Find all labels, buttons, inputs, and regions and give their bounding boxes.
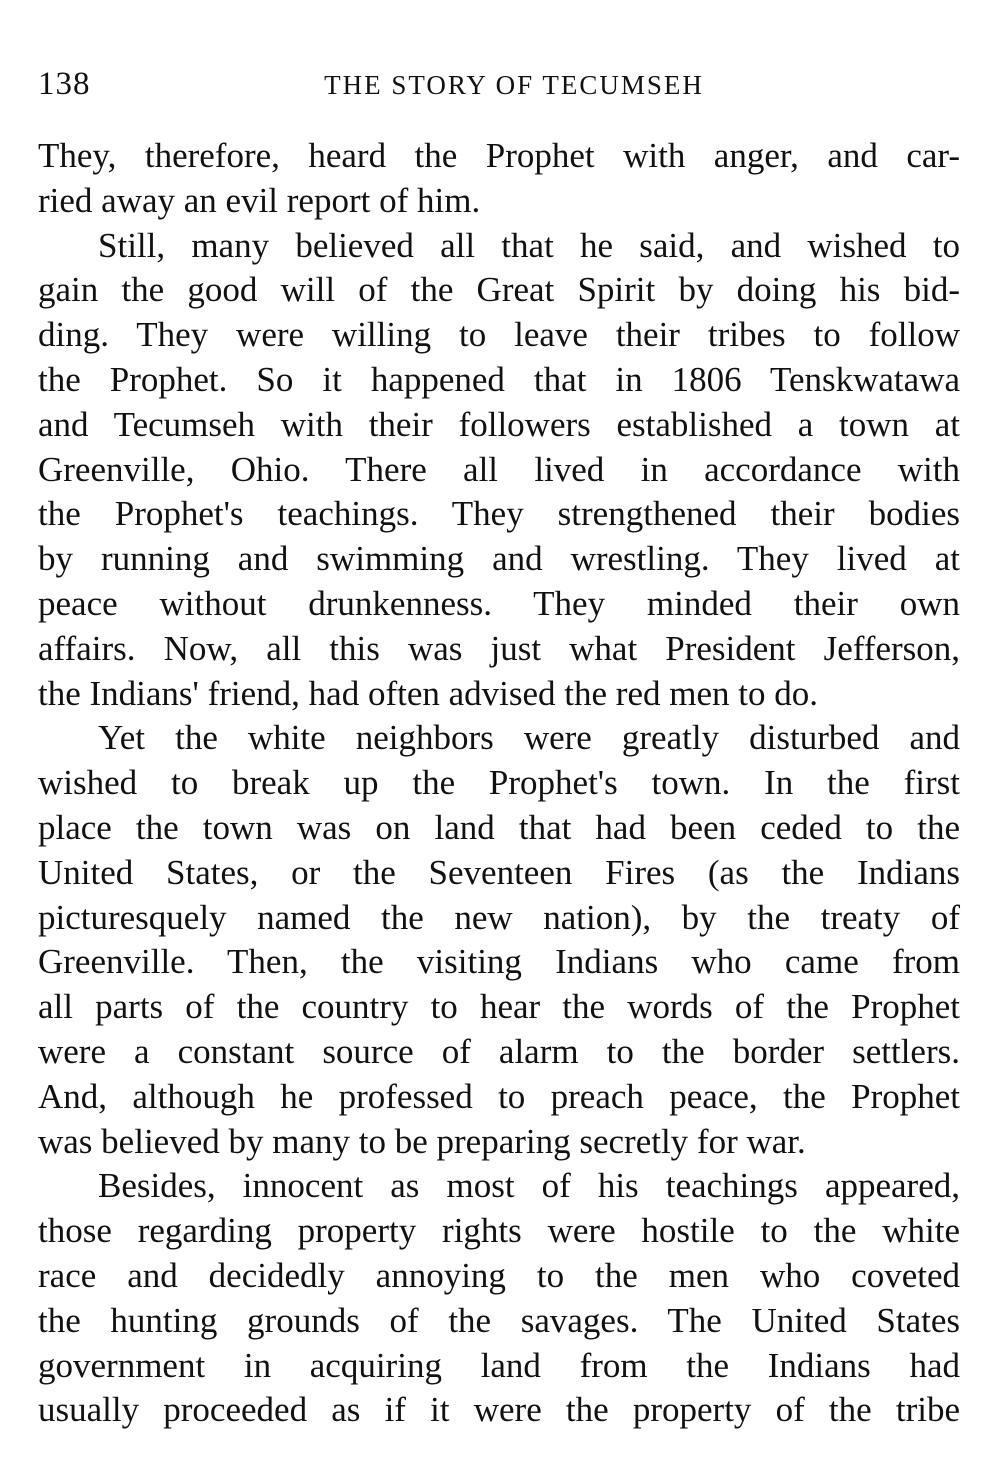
page-number: 138 xyxy=(38,66,91,102)
text-line: Still, many believed all that he said, and wished to xyxy=(98,225,960,265)
text-line: race and decidedly annoying to the men who coveted xyxy=(38,1255,960,1295)
text-line: And, although he professed to preach peace, the Prophet xyxy=(38,1076,960,1116)
text-line: was believed by many to be preparing secretly for war. xyxy=(38,1121,806,1161)
text-line: were a constant source of alarm to the border settlers. xyxy=(38,1031,960,1071)
text-line: usually proceeded as if it were the property of the tribe xyxy=(38,1390,960,1430)
text-line: wished to break up the Prophet's town. In the first xyxy=(38,763,960,803)
text-line: those regarding property rights were hostile to the white xyxy=(38,1211,960,1251)
text-line: the Indians' friend, had often advised the red men to do. xyxy=(38,673,818,713)
text-line: the Prophet's teachings. They strengthened their bodies xyxy=(38,494,960,534)
body-text xyxy=(38,134,960,1433)
text-line: United States, or the Seventeen Fires (as the Indians xyxy=(38,852,960,892)
text-line: government in acquiring land from the Indians had xyxy=(38,1345,960,1385)
text-line: peace without drunkenness. They minded their own xyxy=(38,583,960,623)
text-line: Yet the white neighbors were greatly disturbed and xyxy=(98,718,960,758)
text-line: place the town was on land that had been ceded to the xyxy=(38,807,960,847)
text-line: They, therefore, heard the Prophet with anger, and car- xyxy=(38,136,960,175)
text-line: Greenville. Then, the visiting Indians who came from xyxy=(38,942,960,982)
text-line: gain the good will of the Great Spirit by doing his bid- xyxy=(38,270,960,310)
text-line: Besides, innocent as most of his teachings appeared, xyxy=(98,1166,960,1206)
text-line: and Tecumseh with their followers established a town at xyxy=(38,404,960,444)
text-line: the hunting grounds of the savages. The United States xyxy=(38,1300,960,1340)
text-line: all parts of the country to hear the words of the Prophet xyxy=(38,987,960,1027)
text-line: by running and swimming and wrestling. They lived at xyxy=(38,539,960,579)
text-line: ding. They were willing to leave their tribes to follow xyxy=(38,315,960,355)
text-line: the Prophet. So it happened that in 1806 Tenskwatawa xyxy=(38,359,960,399)
text-line: Greenville, Ohio. There all lived in accordance with xyxy=(38,449,960,489)
text-line: affairs. Now, all this was just what President Jefferson, xyxy=(38,628,960,668)
page-header xyxy=(38,66,960,110)
text-line: ried away an evil report of him. xyxy=(38,180,481,220)
text-line: picturesquely named the new nation), by the treaty of xyxy=(38,897,960,937)
running-head: THE STORY OF TECUMSEH xyxy=(324,70,704,100)
